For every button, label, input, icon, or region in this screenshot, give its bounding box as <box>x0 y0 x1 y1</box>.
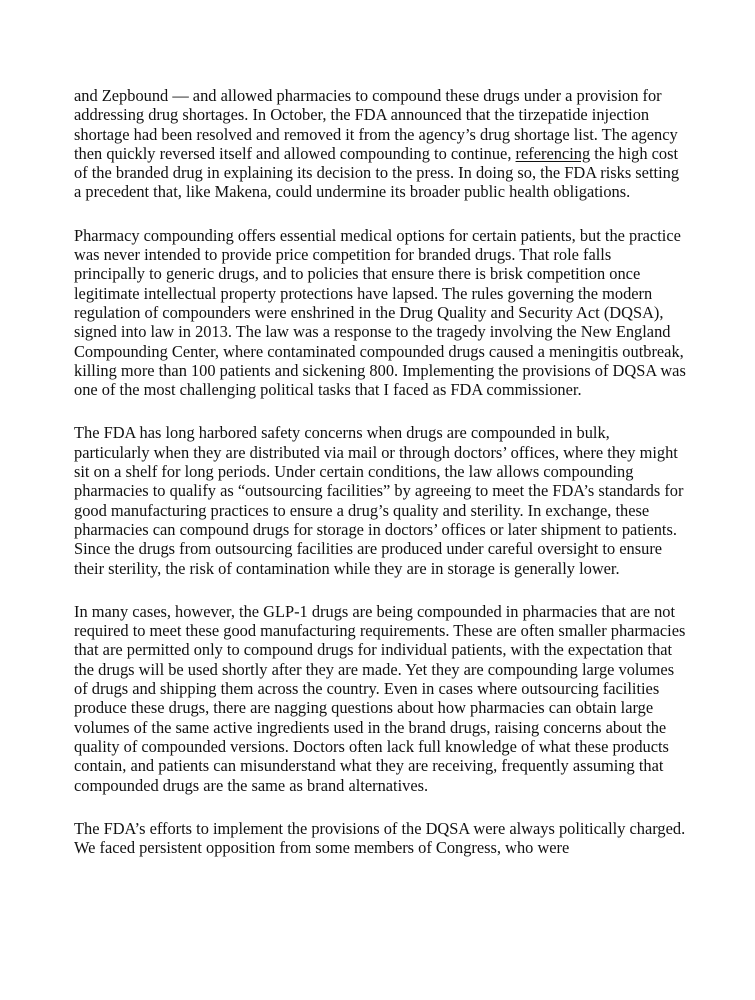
paragraph-1-text-start: and Zepbound — and allowed pharmacies to compound these drugs under a provision for addressing drug shortages. In October, the FDA announced that the tirzepatide injection shortage had been resolved and removed it from the agency’s drug shortage list. The agency then quickly reversed itself and allowed compounding to continue, <box>74 86 678 163</box>
paragraph-4: In many cases, however, the GLP-1 drugs are being compounded in pharmacies that are not required to meet these good manufacturing requirements. These are often smaller pharmacies that are permitted only to compound drugs for individual patients, with the expectation that the drugs will be used shortly after they are made. Yet they are compounding large volumes of drugs and shipping them across the country. Even in cases where outsourcing facilities produce these drugs, there are nagging questions about how pharmacies can obtain large volumes of the same active ingredients used in the brand drugs, raising concerns about the quality of compounded versions. Doctors often lack full knowledge of what these products contain, and patients can misunderstand what they are receiving, frequently assuming that compounded drugs are the same as brand alternatives. <box>74 601 686 795</box>
paragraph-3: The FDA has long harbored safety concerns when drugs are compounded in bulk, particularly when they are distributed via mail or through doctors’ offices, where they might sit on a shelf for long periods. Under certain conditions, the law allows compounding pharmacies to qualify as “outsourcing facilities” by agreeing to meet the FDA’s standards for good manufacturing practices to ensure a drug’s quality and sterility. In exchange, these pharmacies can compound drugs for storage in doctors’ offices or later shipment to patients. Since the drugs from outsourcing facilities are produced under careful oversight to ensure their sterility, the risk of contamination while they are in storage is generally lower. <box>74 423 684 578</box>
referencing-link[interactable]: referencing <box>515 143 591 163</box>
article-body <box>74 86 686 881</box>
paragraph-1-text-end: the high cost of the branded drug in explaining its decision to the press. In doing so, the FDA risks setting a precedent that, like Makena, could undermine its broader public health obligations. <box>74 143 680 202</box>
paragraph-2: Pharmacy compounding offers essential medical options for certain patients, but the practice was never intended to provide price competition for branded drugs. That role falls principally to generic drugs, and to policies that ensure there is brisk competition once legitimate intellectual property protections have lapsed. The rules governing the modern regulation of compounders were enshrined in the Drug Quality and Security Act (DQSA), signed into law in 2013. The law was a response to the tragedy involving the New England Compounding Center, where contaminated compounded drugs caused a meningitis outbreak, killing more than 100 patients and sickening 800. Implementing the provisions of DQSA was one of the most challenging political tasks that I faced as FDA commissioner. <box>74 225 686 400</box>
paragraph-1 <box>74 86 686 202</box>
paragraph-5: The FDA’s efforts to implement the provisions of the DQSA were always politically charged. We faced persistent opposition from some members of Congress, who were <box>74 818 686 858</box>
